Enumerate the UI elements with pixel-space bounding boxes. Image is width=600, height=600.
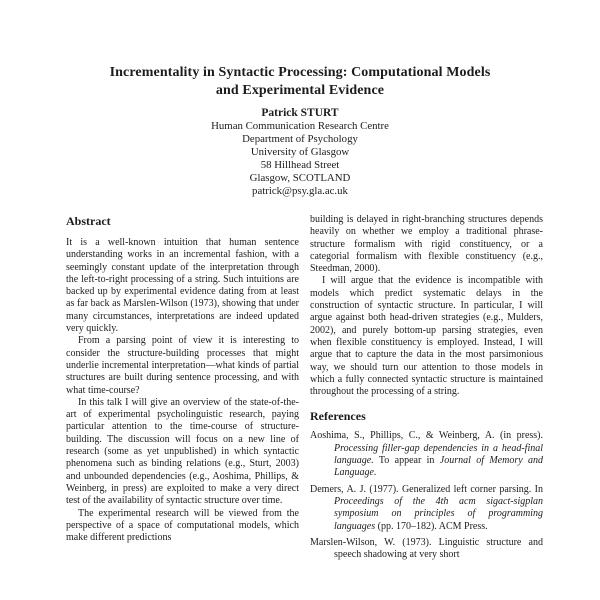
abstract-paragraph: It is a well-known intuition that human sentence understanding works in an incremental fashion, with a seemingly constant update of the interpretation through the left-to-right processing of a string. Such intuitions are backed up by experimental evidence dating from at least as far back as Marslen-Wilson (1973), showing that under many circumstances, interpretations are indeed updated very quickly. bbox=[66, 237, 299, 335]
reference-text-segment: (pp. 170–182). ACM Press. bbox=[375, 520, 488, 532]
abstract-paragraph: The experimental research will be viewed from the perspective of a space of computational models, which make different predictions bbox=[66, 507, 299, 544]
affiliation-line-university: University of Glasgow bbox=[250, 146, 350, 158]
reference-title-segment: Proceedings of the 4th acm sigact-sigplan symposium on principles of programming languages bbox=[334, 495, 543, 532]
left-column bbox=[66, 214, 299, 544]
references-heading: References bbox=[310, 409, 366, 424]
abstract-paragraph: From a parsing point of view it is interesting to consider the structure-building processes that might underlie incremental interpretation—what kinds of partial structures are built during sentence processing, and with what time-course? bbox=[66, 335, 299, 396]
title-line-2: and Experimental Evidence bbox=[215, 82, 385, 98]
affiliation-line-department: Department of Psychology bbox=[242, 133, 358, 145]
reference-entry bbox=[310, 430, 543, 479]
author-email: patrick@psy.gla.ac.uk bbox=[252, 185, 348, 197]
two-column-body bbox=[0, 198, 600, 565]
reference-title-segment: Processing filler-gap dependencies in a head-final language. bbox=[334, 442, 543, 467]
reference-text-segment: Marslen-Wilson, W. (1973). Linguistic structure and speech shadowing at very short bbox=[310, 536, 543, 561]
affiliation-block bbox=[0, 120, 600, 198]
title-line-1: Incrementality in Syntactic Processing: Computational Models bbox=[109, 65, 491, 80]
reference-title-segment: Journal of Memory and Language. bbox=[334, 455, 543, 479]
references-list bbox=[310, 430, 543, 561]
reference-entry bbox=[310, 484, 543, 533]
reference-text-segment: Demers, A. J. (1977). Generalized left corner parsing. In bbox=[310, 483, 543, 495]
reference-entry bbox=[310, 537, 543, 562]
abstract-heading: Abstract bbox=[66, 214, 111, 228]
paper-header bbox=[0, 0, 600, 198]
body-paragraph: I will argue that the evidence is incompatible with models which predict systematic delays in the construction of syntactic structure. In particular, I will argue against both head-driven strategies (e.g., Mulders, 2002), and purely bottom-up parsing strategies, even when flexible constituency is employed. Instead, I will argue that to capture the data in the most parsimonious way, we should turn our attention to those models in which a fully connected syntactic structure is maintained throughout the processing of a string. bbox=[310, 275, 543, 398]
abstract-paragraph: In this talk I will give an overview of the state-of-the-art of experimental psycholinguistic research, paying particular attention to the time-course of structure-building. The discussion will focus on a new line of research (some as yet unpublished) in which syntactic phenomena such as binding relations (e.g., Sturt, 2003) and unbounded dependencies (e.g., Aoshima, Phillips, & Weinberg, in press) are exploited to make a very direct test of the availability of syntactic structure over time. bbox=[66, 396, 299, 507]
reference-text-segment: Aoshima, S., Phillips, C., & Weinberg, A. (in press). bbox=[310, 430, 543, 442]
author-name: Patrick STURT bbox=[261, 107, 339, 119]
reference-text-segment: To appear in bbox=[373, 455, 440, 467]
right-column bbox=[310, 214, 543, 565]
body-paragraph: building is delayed in right-branching structures depends heavily on whether we employ a traditional phrase-structure formalism with rigid constituency, or a categorial formalism with flexible constituency (e.g., Steedman, 2000). bbox=[310, 214, 543, 275]
affiliation-line-institute: Human Communication Research Centre bbox=[211, 120, 389, 132]
affiliation-line-city: Glasgow, SCOTLAND bbox=[249, 172, 351, 184]
paper-title bbox=[0, 64, 600, 99]
affiliation-line-street: 58 Hillhead Street bbox=[260, 159, 340, 171]
